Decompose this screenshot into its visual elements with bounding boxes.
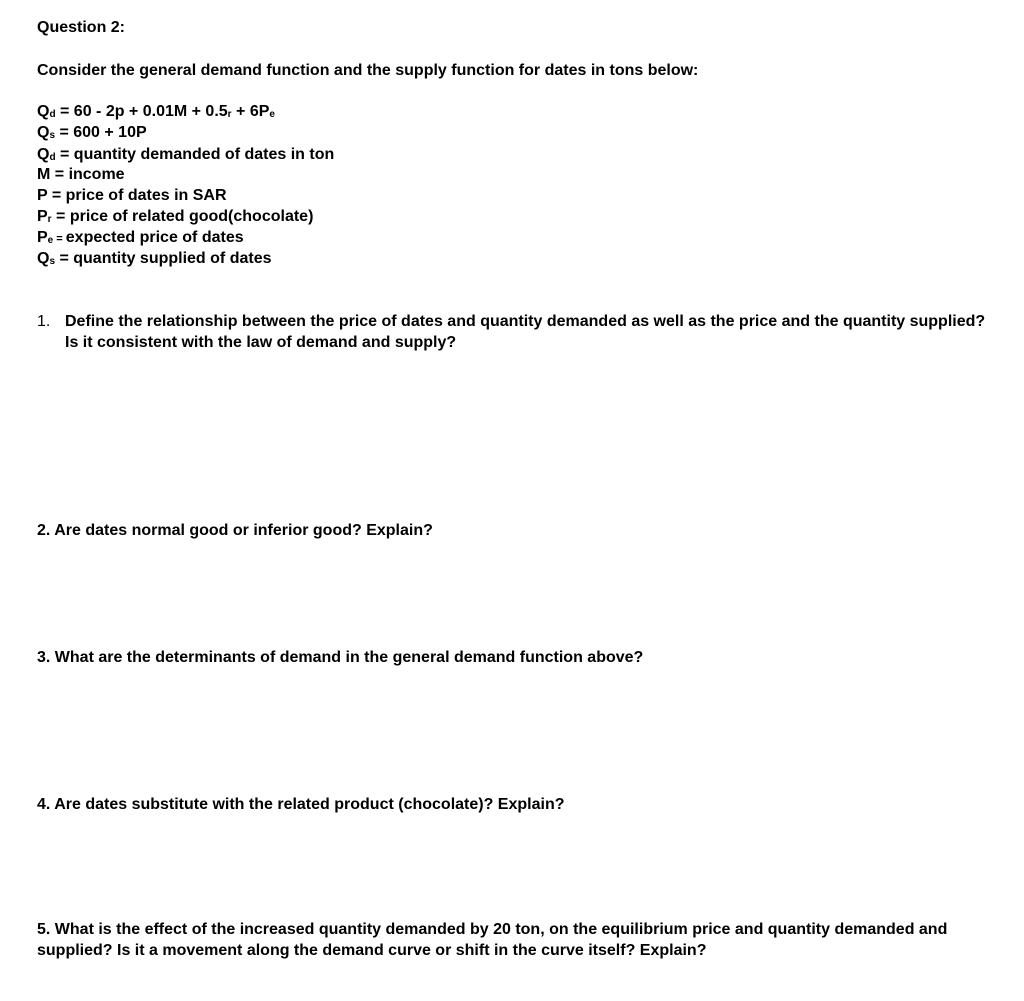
- definition-pe-text: expected price of dates: [65, 229, 244, 246]
- question-1-number: 1.: [37, 313, 51, 330]
- demand-equation: [37, 101, 275, 122]
- definition-qd-subscript: d: [49, 152, 56, 163]
- question-4: 4. Are dates substitute with the related product (chocolate)? Explain?: [37, 796, 565, 813]
- definition-qd-symbol: Q: [37, 146, 50, 163]
- question-3: 3. What are the determinants of demand in the general demand function above?: [37, 649, 644, 666]
- question-2: 2. Are dates normal good or inferior good? Explain?: [37, 522, 433, 539]
- demand-equation-part2: + 6P: [231, 103, 270, 120]
- definition-pr-symbol: P: [37, 208, 48, 225]
- demand-e-subscript: e: [269, 109, 275, 120]
- definition-qs: [37, 248, 271, 269]
- definition-pe-equals: =: [53, 233, 66, 245]
- question-5: 5. What is the effect of the increased quantity demanded by 20 ton, on the equilibrium price and quantity demanded and supplied? Is it a movement along the demand curve or shift in the curve itself? Explain?: [37, 921, 948, 959]
- supply-equation: [37, 122, 147, 143]
- demand-q-symbol: Q: [37, 103, 50, 120]
- definition-qs-symbol: Q: [37, 250, 50, 267]
- demand-equation-part1: = 60 - 2p + 0.01M + 0.5: [55, 103, 228, 120]
- definition-pr: [37, 206, 313, 227]
- definition-pr-text: = price of related good(chocolate): [51, 208, 314, 225]
- definition-pe: [37, 227, 244, 250]
- supply-q-symbol: Q: [37, 124, 50, 141]
- question-heading: Question 2:: [37, 19, 126, 36]
- definition-m: M = income: [37, 166, 125, 183]
- supply-q-subscript: s: [49, 130, 56, 141]
- demand-q-subscript: d: [49, 109, 56, 120]
- definition-qd-text: = quantity demanded of dates in ton: [55, 146, 335, 163]
- definition-qs-text: = quantity supplied of dates: [55, 250, 272, 267]
- definition-qd: [37, 144, 334, 165]
- definition-pe-subscript: e: [47, 235, 54, 246]
- definition-pe-symbol: P: [37, 229, 48, 246]
- definition-qs-subscript: s: [49, 256, 56, 267]
- question-1-text: Define the relationship between the price of dates and quantity demanded as well as the price and the quantity supplied? Is it consistent with the law of demand and supply?: [65, 313, 986, 351]
- supply-equation-rest: = 600 + 10P: [55, 124, 147, 141]
- intro-text: Consider the general demand function and the supply function for dates in tons below:: [37, 62, 699, 79]
- definition-pr-subscript: r: [47, 214, 52, 225]
- demand-r-subscript: r: [227, 109, 232, 120]
- definition-p: P = price of dates in SAR: [37, 187, 227, 204]
